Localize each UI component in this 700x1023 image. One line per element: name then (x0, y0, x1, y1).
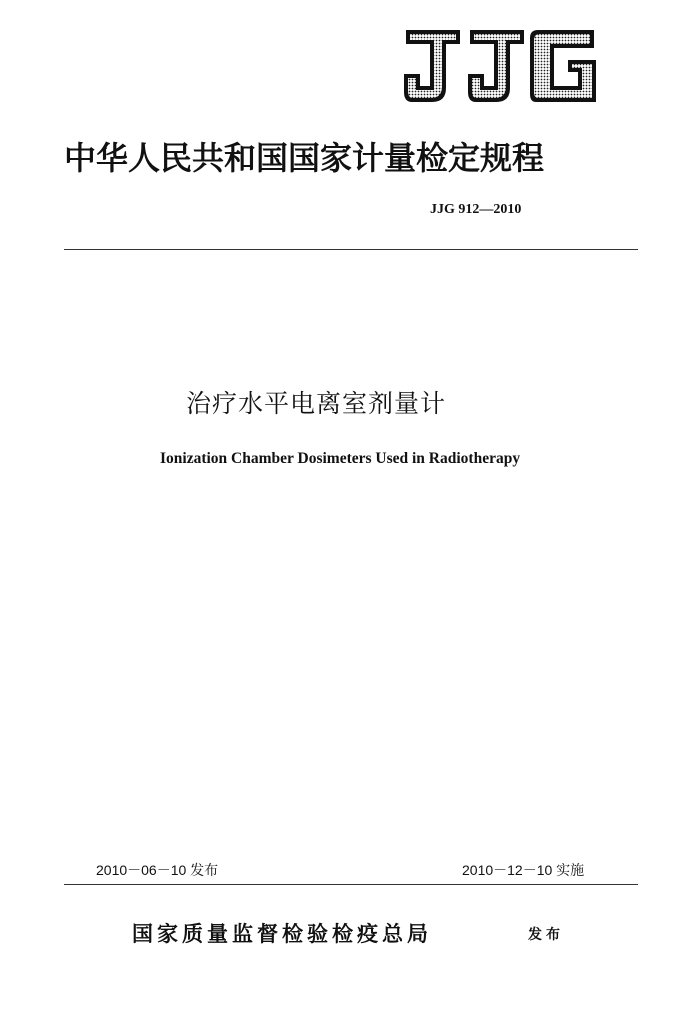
implementation-date: 2010－12－10 实施 (462, 862, 585, 878)
footer-divider (64, 884, 638, 885)
logo-letter-j2 (468, 30, 524, 102)
logo-letter-g (530, 30, 596, 102)
header-divider (64, 249, 638, 250)
document-title-english: Ionization Chamber Dosimeters Used in Radiotherapy (160, 450, 521, 467)
logo-letter-j1 (404, 30, 460, 102)
issue-date: 2010－06－10 发布 (96, 862, 219, 878)
document-title-chinese: 治疗水平电离室剂量计 (186, 389, 447, 418)
jjg-logo (402, 24, 598, 106)
regulation-series-title: 中华人民共和国国家计量检定规程 (64, 139, 545, 177)
publisher-name: 国家质量监督检验检疫总局 (132, 921, 432, 946)
regulation-code: JJG 912—2010 (430, 202, 522, 217)
publisher-suffix: 发布 (528, 927, 564, 943)
